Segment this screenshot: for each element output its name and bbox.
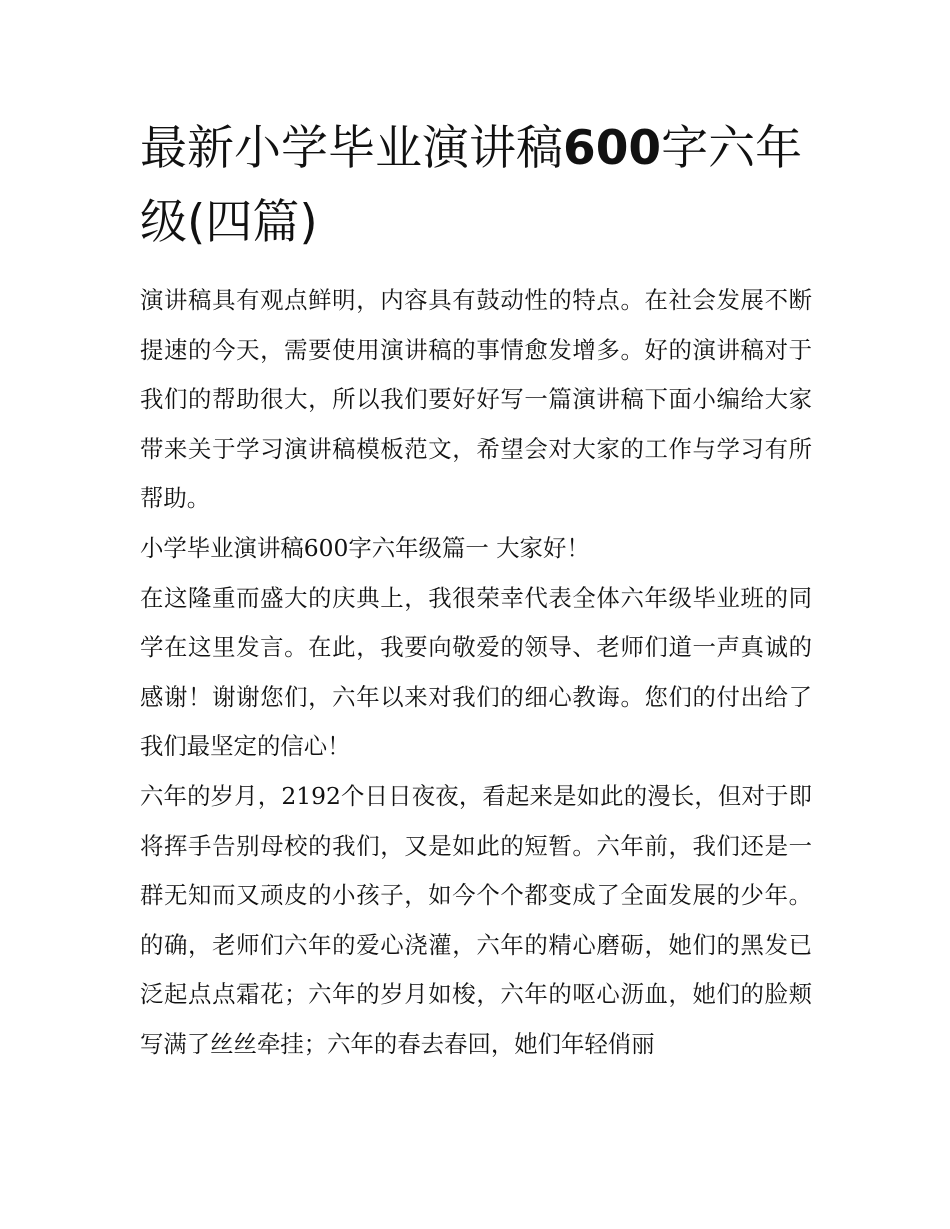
document-title: 最新小学毕业演讲稿600字六年级(四篇) bbox=[140, 121, 803, 250]
paragraph-heading-greeting: 小学毕业演讲稿600字六年级篇一 大家好！ bbox=[140, 533, 590, 562]
document-body bbox=[140, 276, 812, 1070]
paragraph-six-years: 六年的岁月，2192个日日夜夜，看起来是如此的漫长，但对于即将挥手告别母校的我们，又是如此的短暂。六年前，我们还是一群无知而又顽皮的小孩子，如今个个都变成了全面发展的少年。的确，老师们六年的爱心浇灌，六年的精心磨砺，她们的黑发已泛起点点霜花；六年的岁月如梭，六年的呕心沥血，她们的脸颊写满了丝丝牵挂；六年的春去春回，她们年轻俏丽 bbox=[140, 781, 812, 1058]
document-page bbox=[140, 112, 812, 1070]
paragraph-thanks: 在这隆重而盛大的庆典上，我很荣幸代表全体六年级毕业班的同学在这里发言。在此，我要向敬爱的领导、老师们道一声真诚的感谢！谢谢您们，六年以来对我们的细心教诲。您们的付出给了我们最坚定的信心！ bbox=[140, 583, 812, 761]
paragraph-intro: 演讲稿具有观点鲜明，内容具有鼓动性的特点。在社会发展不断提速的今天，需要使用演讲稿的事情愈发增多。好的演讲稿对于我们的帮助很大，所以我们要好好写一篇演讲稿下面小编给大家带来关于学习演讲稿模板范文，希望会对大家的工作与学习有所帮助。 bbox=[140, 286, 812, 513]
